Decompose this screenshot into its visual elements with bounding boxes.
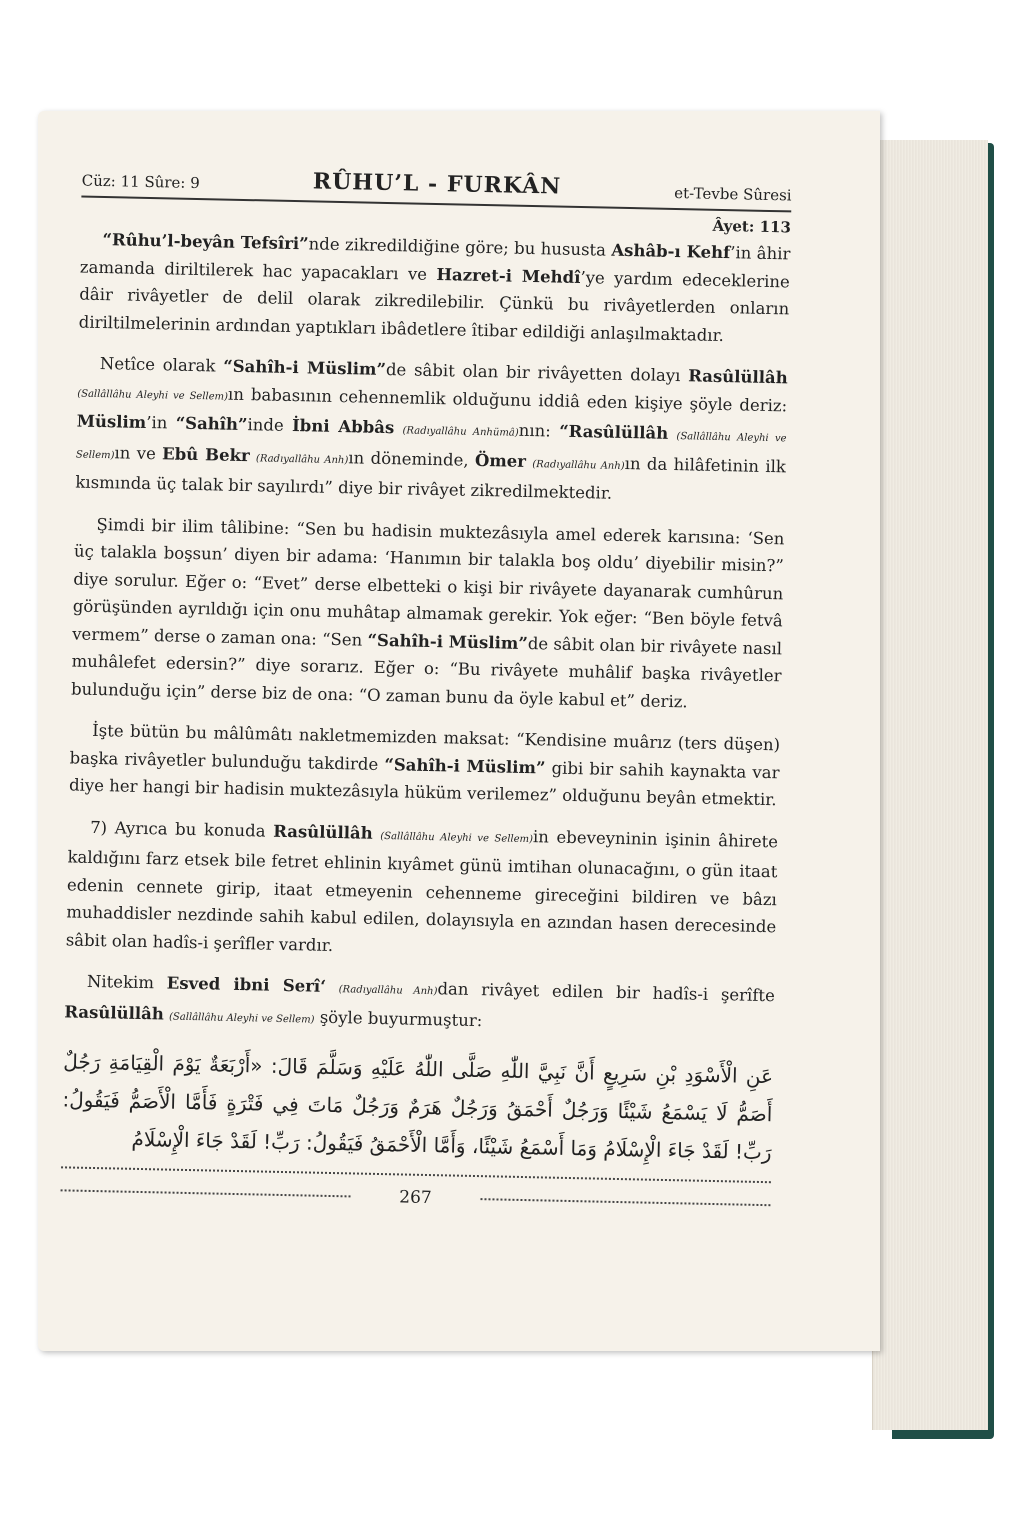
book-page	[38, 111, 880, 1351]
book	[22, 95, 982, 1395]
page-edges	[872, 140, 988, 1430]
paragraph-2: Netîce olarak “Sahîh-i Müslim”de sâbit olan bir rivâyetten dolayı Rasûlüllâh (Sallâllâhu Aleyhi ve Sellem)ın babasının cehennemlik olduğunu iddiâ eden kişiye şöyle deriz: Müslim’in “Sahîh”inde İbni Abbâs (Radıyallâhu Anhümâ)nın: “Rasûlüllâh (Sallâllâhu Aleyhi ve Sellem)ın ve Ebû Bekr (Radıyallâhu Anh)ın döneminde, Ömer (Radıyallâhu Anh)ın da hilâfetinin ilk kısmında üç talak bir sayılırdı” diye bir rivâyet zikredilmektedir.	[75, 353, 788, 503]
paragraph-3: Şimdi bir ilim tâlibine: “Sen bu hadisin muktezâsıyla amel ederek karısına: ‘Sen üç talakla boşsun’ diyen bir adama: ‘Hanımın bir talakla boş oldu’ diyebilir misin?” diye sorulur. Eğer o: “Evet” derse elbetteki o kişi bir rivâyete dayanarak cumhûrun görüşünden ayrıldığı için onu muhâtap almamak gerekir. Yok eğer: “Ben böyle fetvâ vermem” derse o zaman ona: “Sen “Sahîh-i Müslim”de sâbit olan bir rivâyete nasıl muhâlefet edersin?” diye sorarız. Eğer o: “Bu rivâyete muhâlif başka rivâyetler bulunduğu için” derse biz de ona: “O zaman bunu da öyle kabul et” deriz.	[70, 514, 785, 711]
verse-number: Âyet: 113	[712, 216, 792, 237]
paragraph-6: Nitekim Esved ibni Serî‘ (Radıyallâhu Anh)dan rivâyet edilen bir hadîs-i şerîfte Rasûlüllâh (Sallâllâhu Aleyhi ve Sellem) şöyle buyurmuştur:	[64, 971, 776, 1030]
paragraph-5: 7) Ayrıca bu konuda Rasûlüllâh (Sallâllâhu Aleyhi ve Sellem)in ebeveyninin işinin âhirete kaldığını farz etsek bile fetret ehlinin kıyâmet günü imtihan olunacağını, o gün itaat edenin cennete girip, itaat etmeyenin cehenneme gireceğini bildiren ve bâzı muhaddisler nezdinde sahih kabul edilen, dolayısıyla en azından hasen derecesinde sâbit olan hadîs-i şerîfler vardır.	[65, 817, 779, 955]
paragraph-1: “Rûhu’l-beyân Tefsîri”nde zikredildiğine göre; bu hususta Ashâb-ı Kehf’in âhir zamanda diriltilerek hac yapacakları ve Hazret-i Mehdî’ye yardım edeceklerine dâir rivâyetler de delil olarak zikredilebilir. Çünkü bu rivâyetlerden onların diriltilmelerinin ardından yaptıkları ibâdetlere îtibar edildiği anlaşılmaktadır.	[78, 230, 791, 345]
footer-rule-left	[61, 1189, 351, 1197]
paragraph-4: İşte bütün bu mâlûmâtı nakletmemizden maksat: “Kendisine muârız (ters düşen) başka rivâyetler bulunduğu takdirde “Sahîh-i Müslim” gibi bir sahih kaynakta var diye her hangi bir hadisin muktezâsıyla hüküm verilemez” olduğunu beyân etmektir.	[68, 720, 781, 810]
book-title: RÛHU’L - FURKÂN	[312, 168, 562, 200]
page-footer	[60, 1180, 770, 1215]
footer-rule-right	[480, 1198, 770, 1206]
chapter-info: Cüz: 11 Sûre: 9	[81, 171, 200, 193]
arabic-hadith: عَنِ الْأَسْوَدِ بْنِ سَرِيعٍ أَنَّ نَبِيَّ اللّٰهِ صَلَّى اللّٰهُ عَلَيْهِ وَسَلَّمَ قَالَ: «أَرْبَعَةٌ يَوْمَ الْقِيَامَةِ رَجُلٌ أَصَمُّ لَا يَسْمَعُ شَيْئًا وَرَجُلٌ أَحْمَقُ وَرَجُلٌ هَرَمٌ وَرَجُلٌ مَاتَ فِي فَتْرَةٍ فَأَمَّا الْأَصَمُّ فَيَقُولُ: رَبِّ! لَقَدْ جَاءَ الْإِسْلَامُ وَمَا أَسْمَعُ شَيْئًا، وَأَمَّا الْأَحْمَقُ فَيَقُولُ: رَبِّ! لَقَدْ جَاءَ الْإِسْلَامُ	[62, 1049, 774, 1165]
page-number: 267	[399, 1187, 432, 1209]
page-content	[60, 164, 792, 1216]
surah-name: et-Tevbe Sûresi	[674, 183, 792, 205]
